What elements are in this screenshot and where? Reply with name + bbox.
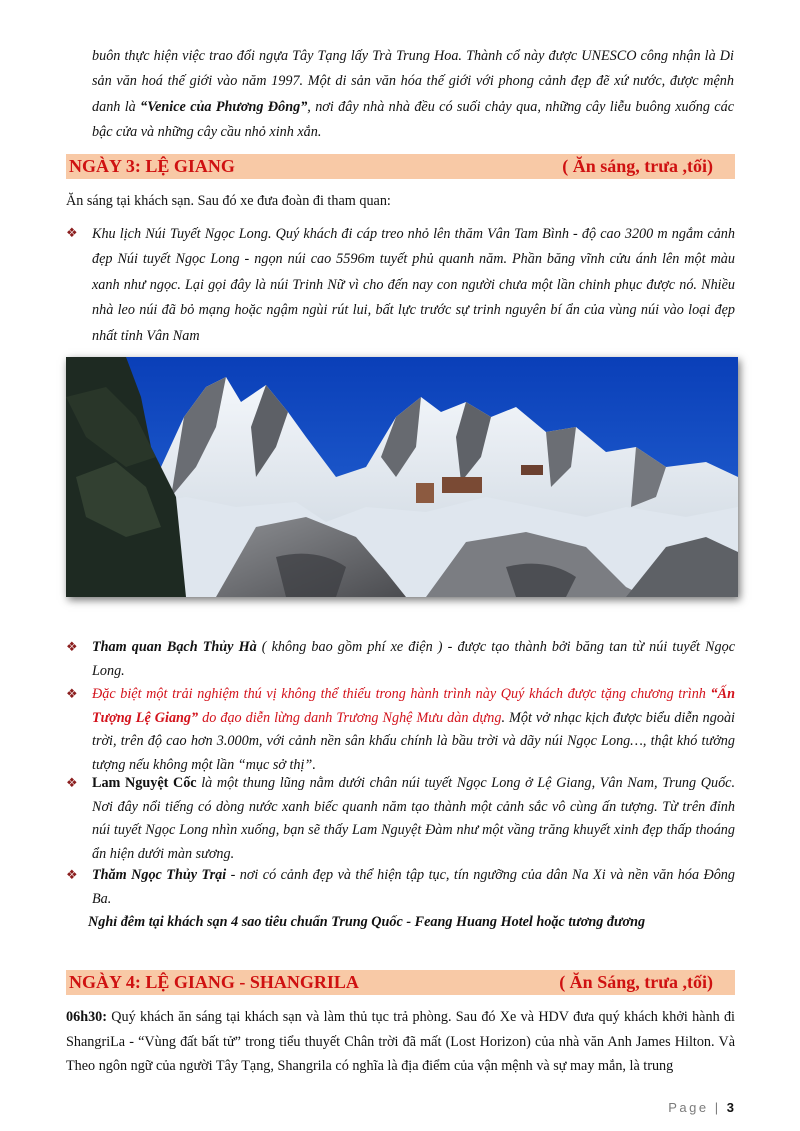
diamond-bullet-icon: ❖: [66, 640, 78, 655]
impression-intro: Đặc biệt một trải nghiệm thú vị không thể thiếu trong hành trình này Quý khách được tặng chương trình: [92, 686, 711, 702]
item-lam-nguyet-coc: [92, 772, 735, 866]
item-bach-thuy-ha-text: ( không bao gồm phí xe điện ) - được tạo thành bởi băng tan từ núi tuyết Ngọc Long.: [92, 639, 735, 679]
page-footer: [668, 1100, 734, 1115]
page-label: Page: [668, 1100, 709, 1115]
overnight-note: Nghỉ đêm tại khách sạn 4 sao tiêu chuẩn Trung Quốc - Feang Huang Hotel hoặc tương đương: [88, 914, 646, 930]
item-lam-nguyet-coc-title: Lam Nguyệt Cốc: [92, 775, 197, 791]
item-bach-thuy-ha-title: Tham quan Bạch Thủy Hà: [92, 639, 257, 655]
list-item: [66, 683, 735, 777]
diamond-bullet-icon: ❖: [66, 226, 78, 241]
impression-title: “Ấn Tượng Lệ Giang”: [92, 686, 735, 726]
diamond-bullet-icon: ❖: [66, 687, 78, 702]
day4-text: Quý khách ăn sáng tại khách sạn và làm thủ tục trả phòng. Sau đó Xe và HDV đưa quý khách khởi hành đi ShangriLa - “Vùng đất bất tử” trong tiểu thuyết Chân trời đã mất (Lost Horizon) của nhà văn Anh James Hilton. Và Theo ngôn ngữ của người Tây Tạng, Shangrila có nghĩa là địa điểm của vận mệnh và sự may mắn, là trung: [66, 1009, 735, 1074]
impression-text: . Một vở nhạc kịch được biểu diễn ngoài trời, trên độ cao hơn 3.000m, với cảnh nền sân khấu chính là bầu trời và dãy núi Ngọc Long…, thật khó tưởng tượng nếu không một lần “mục sở thị”.: [92, 709, 735, 773]
item-jade-dragon: Khu lịch Núi Tuyết Ngọc Long. Quý khách đi cáp treo nhỏ lên thăm Vân Tam Bình - độ cao 3200 m ngắm cảnh đẹp Núi tuyết Ngọc Long - ngọn núi cao 5596m tuyết phủ quanh năm. Phần băng vĩnh cửu ánh lên một màu xanh như ngọc. Lại gọi đây là núi Trinh Nữ vì cho đến nay con người chưa một lần chinh phục được nó. Nhiều nhà leo núi đã bỏ mạng hoặc ngậm ngùi rút lui, bất lực trước sự trinh nguyên bí ẩn của vùng núi vào loại đẹp nhất tỉnh Vân Nam: [92, 226, 735, 344]
intro-text-1: buôn thực hiện việc trao đổi ngựa Tây Tạng lấy Trà Trung Hoa. Thành cổ này được UNESCO công nhận là Di sản văn hoá thế giới vào năm 1997. Một di sản văn hóa thế giới với phong cảnh đẹp đẽ xứ nước, được mệnh danh là: [92, 48, 734, 115]
day4-meals: ( Ăn Sáng, trưa ,tối): [559, 972, 713, 992]
item-ngoc-thuy-trai: [92, 864, 735, 911]
item-ngoc-thuy-trai-text: - nơi có cảnh đẹp và thể hiện tập tục, tín ngưỡng của dân Na Xi và nền văn hóa Đông Ba.: [92, 867, 735, 907]
venice-highlight: “Venice của Phương Đông”: [140, 98, 308, 115]
item-ngoc-thuy-trai-title: Thăm Ngọc Thủy Trại: [92, 867, 227, 883]
day4-paragraph: [66, 1005, 735, 1079]
jade-dragon-mountain-photo: [66, 357, 738, 597]
list-item: [66, 222, 735, 349]
list-item: [66, 636, 735, 683]
list-item: [66, 772, 735, 866]
day4-header: [66, 970, 735, 995]
day4-title: NGÀY 4: LỆ GIANG - SHANGRILA: [69, 972, 359, 992]
day3-lead: Ăn sáng tại khách sạn. Sau đó xe đưa đoàn đi tham quan:: [66, 193, 391, 209]
day3-header: [66, 154, 735, 179]
page-number: 3: [726, 1100, 734, 1115]
diamond-bullet-icon: ❖: [66, 868, 78, 883]
diamond-bullet-icon: ❖: [66, 776, 78, 791]
day3-meals: ( Ăn sáng, trưa ,tối): [562, 156, 713, 176]
item-lam-nguyet-coc-text: là một thung lũng nằm dưới chân núi tuyết Ngọc Long ở Lệ Giang, Vân Nam, Trung Quốc. Nơi đây nổi tiếng có dòng nước xanh biếc quanh năm tạo thành một cảnh sắc vô cùng ấn tượng. Từ trên đỉnh núi tuyết Ngọc Long nhìn xuống, bạn sẽ thấy Lam Nguyệt Đàm như một vầng trăng khuyết xinh đẹp thấp thoáng ẩn hiện dưới màn sương.: [92, 775, 736, 862]
intro-text-2: , nơi đây nhà nhà đều có suối chảy qua, những cây liễu buông xuống các bậc cửa và những cây cầu nhỏ xinh xắn.: [92, 98, 734, 140]
item-bach-thuy-ha: [92, 636, 735, 683]
day3-title: NGÀY 3: LỆ GIANG: [69, 156, 235, 176]
item-impression-lijiang: [92, 683, 735, 777]
day4-time: 06h30:: [66, 1009, 107, 1025]
list-item: [66, 864, 735, 911]
intro-paragraph: [92, 44, 734, 145]
impression-director: do đạo diễn lừng danh Trương Nghệ Mưu dàn dựng: [198, 709, 502, 726]
page-separator: |: [714, 1100, 721, 1115]
